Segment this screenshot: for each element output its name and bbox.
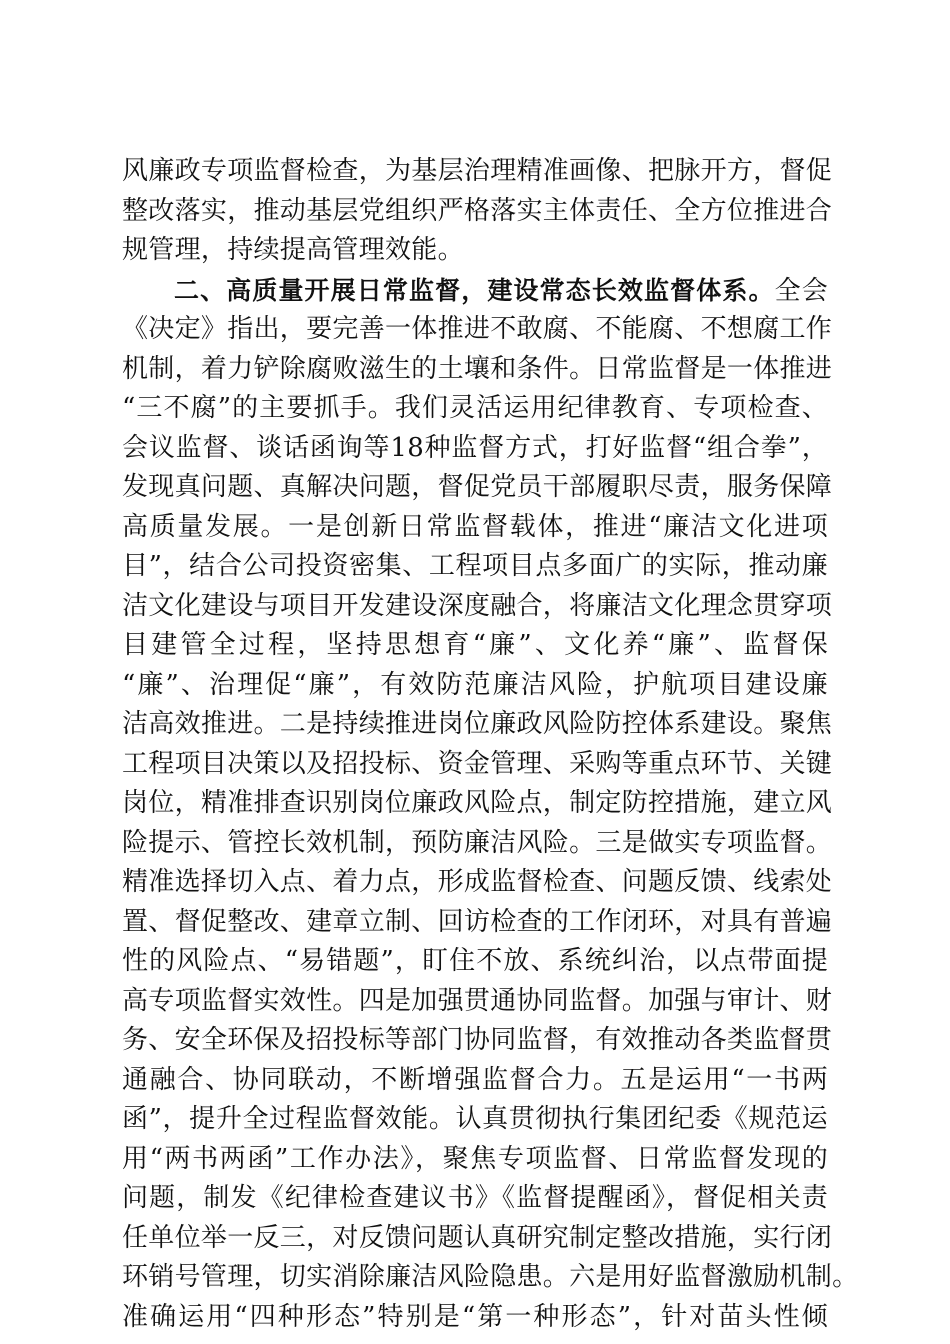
text-line: 置、督促整改、建章立制、回访检查的工作闭环，对具有普遍	[122, 906, 833, 937]
section-heading-line	[122, 271, 828, 311]
text-line: 环销号管理，切实消除廉洁风险隐患。六是用好监督激励机制。	[122, 1262, 859, 1292]
text-line: 目”，结合公司投资密集、工程项目点多面广的实际，推动廉	[122, 551, 828, 581]
text-line: 高专项监督实效性。四是加强贯通协同监督。加强与审计、财	[122, 985, 833, 1016]
text-line: 风廉政专项监督检查，为基层治理精准画像、把脉开方，督促	[122, 156, 833, 186]
text-line: 发现真问题、真解决问题，督促党员干部履职尽责，服务保障	[122, 472, 833, 502]
text-line: 洁文化建设与项目开发建设深度融合，将廉洁文化理念贯穿项	[122, 590, 833, 621]
section-heading: 二、高质量开展日常监督，建设常态长效监督体系。	[174, 275, 775, 305]
text-line: 务、安全环保及招投标等部门协同监督，有效推动各类监督贯	[122, 1025, 833, 1055]
text-line: 会议监督、谈话函询等18种监督方式，打好监督“组合拳”，	[122, 432, 828, 463]
document-body	[122, 152, 859, 1337]
text-line: 规管理，持续提高管理效能。	[122, 235, 464, 265]
text-line: 岗位，精准排查识别岗位廉政风险点，制定防控措施，建立风	[122, 788, 833, 818]
text-line: 用“两书两函”工作办法》，聚焦专项监督、日常监督发现的	[122, 1143, 828, 1174]
text-line: 工程项目决策以及招投标、资金管理、采购等重点环节、关键	[122, 748, 833, 779]
heading-tail-text: 全会	[774, 275, 828, 306]
text-line: “廉”、治理促“廉”，有效防范廉洁风险，护航项目建设廉	[122, 669, 828, 700]
text-line: 问题，制发《纪律检查建议书》《监督提醒函》，督促相关责	[122, 1183, 828, 1213]
text-line: 险提示、管控长效机制，预防廉洁风险。三是做实专项监督。	[122, 827, 833, 858]
text-line: “三不腐”的主要抓手。我们灵活运用纪律教育、专项检查、	[122, 393, 828, 423]
text-line: 《决定》指出，要完善一体推进不敢腐、不能腐、不想腐工作	[122, 314, 833, 344]
text-line: 目建管全过程，坚持思想育“廉”、文化养“廉”、监督保	[122, 630, 828, 660]
text-line: 性的风险点、“易错题”，盯住不放、系统纠治，以点带面提	[122, 946, 828, 976]
text-line: 机制，着力铲除腐败滋生的土壤和条件。日常监督是一体推进	[122, 353, 833, 384]
text-line: 洁高效推进。二是持续推进岗位廉政风险防控体系建设。聚焦	[122, 709, 833, 739]
text-line: 高质量发展。一是创新日常监督载体，推进“廉洁文化进项	[122, 511, 828, 542]
text-line: 通融合、协同联动，不断增强监督合力。五是运用“一书两	[122, 1064, 828, 1095]
text-line: 任单位举一反三，对反馈问题认真研究制定整改措施，实行闭	[122, 1222, 833, 1253]
text-line: 精准选择切入点、着力点，形成监督检查、问题反馈、线索处	[122, 867, 833, 897]
text-line: 函”，提升全过程监督效能。认真贯彻执行集团纪委《规范运	[122, 1104, 828, 1134]
text-line: 整改落实，推动基层党组织严格落实主体责任、全方位推进合	[122, 195, 833, 226]
text-line: 准确运用“四种形态”特别是“第一种形态”，针对苗头性倾	[122, 1301, 828, 1332]
